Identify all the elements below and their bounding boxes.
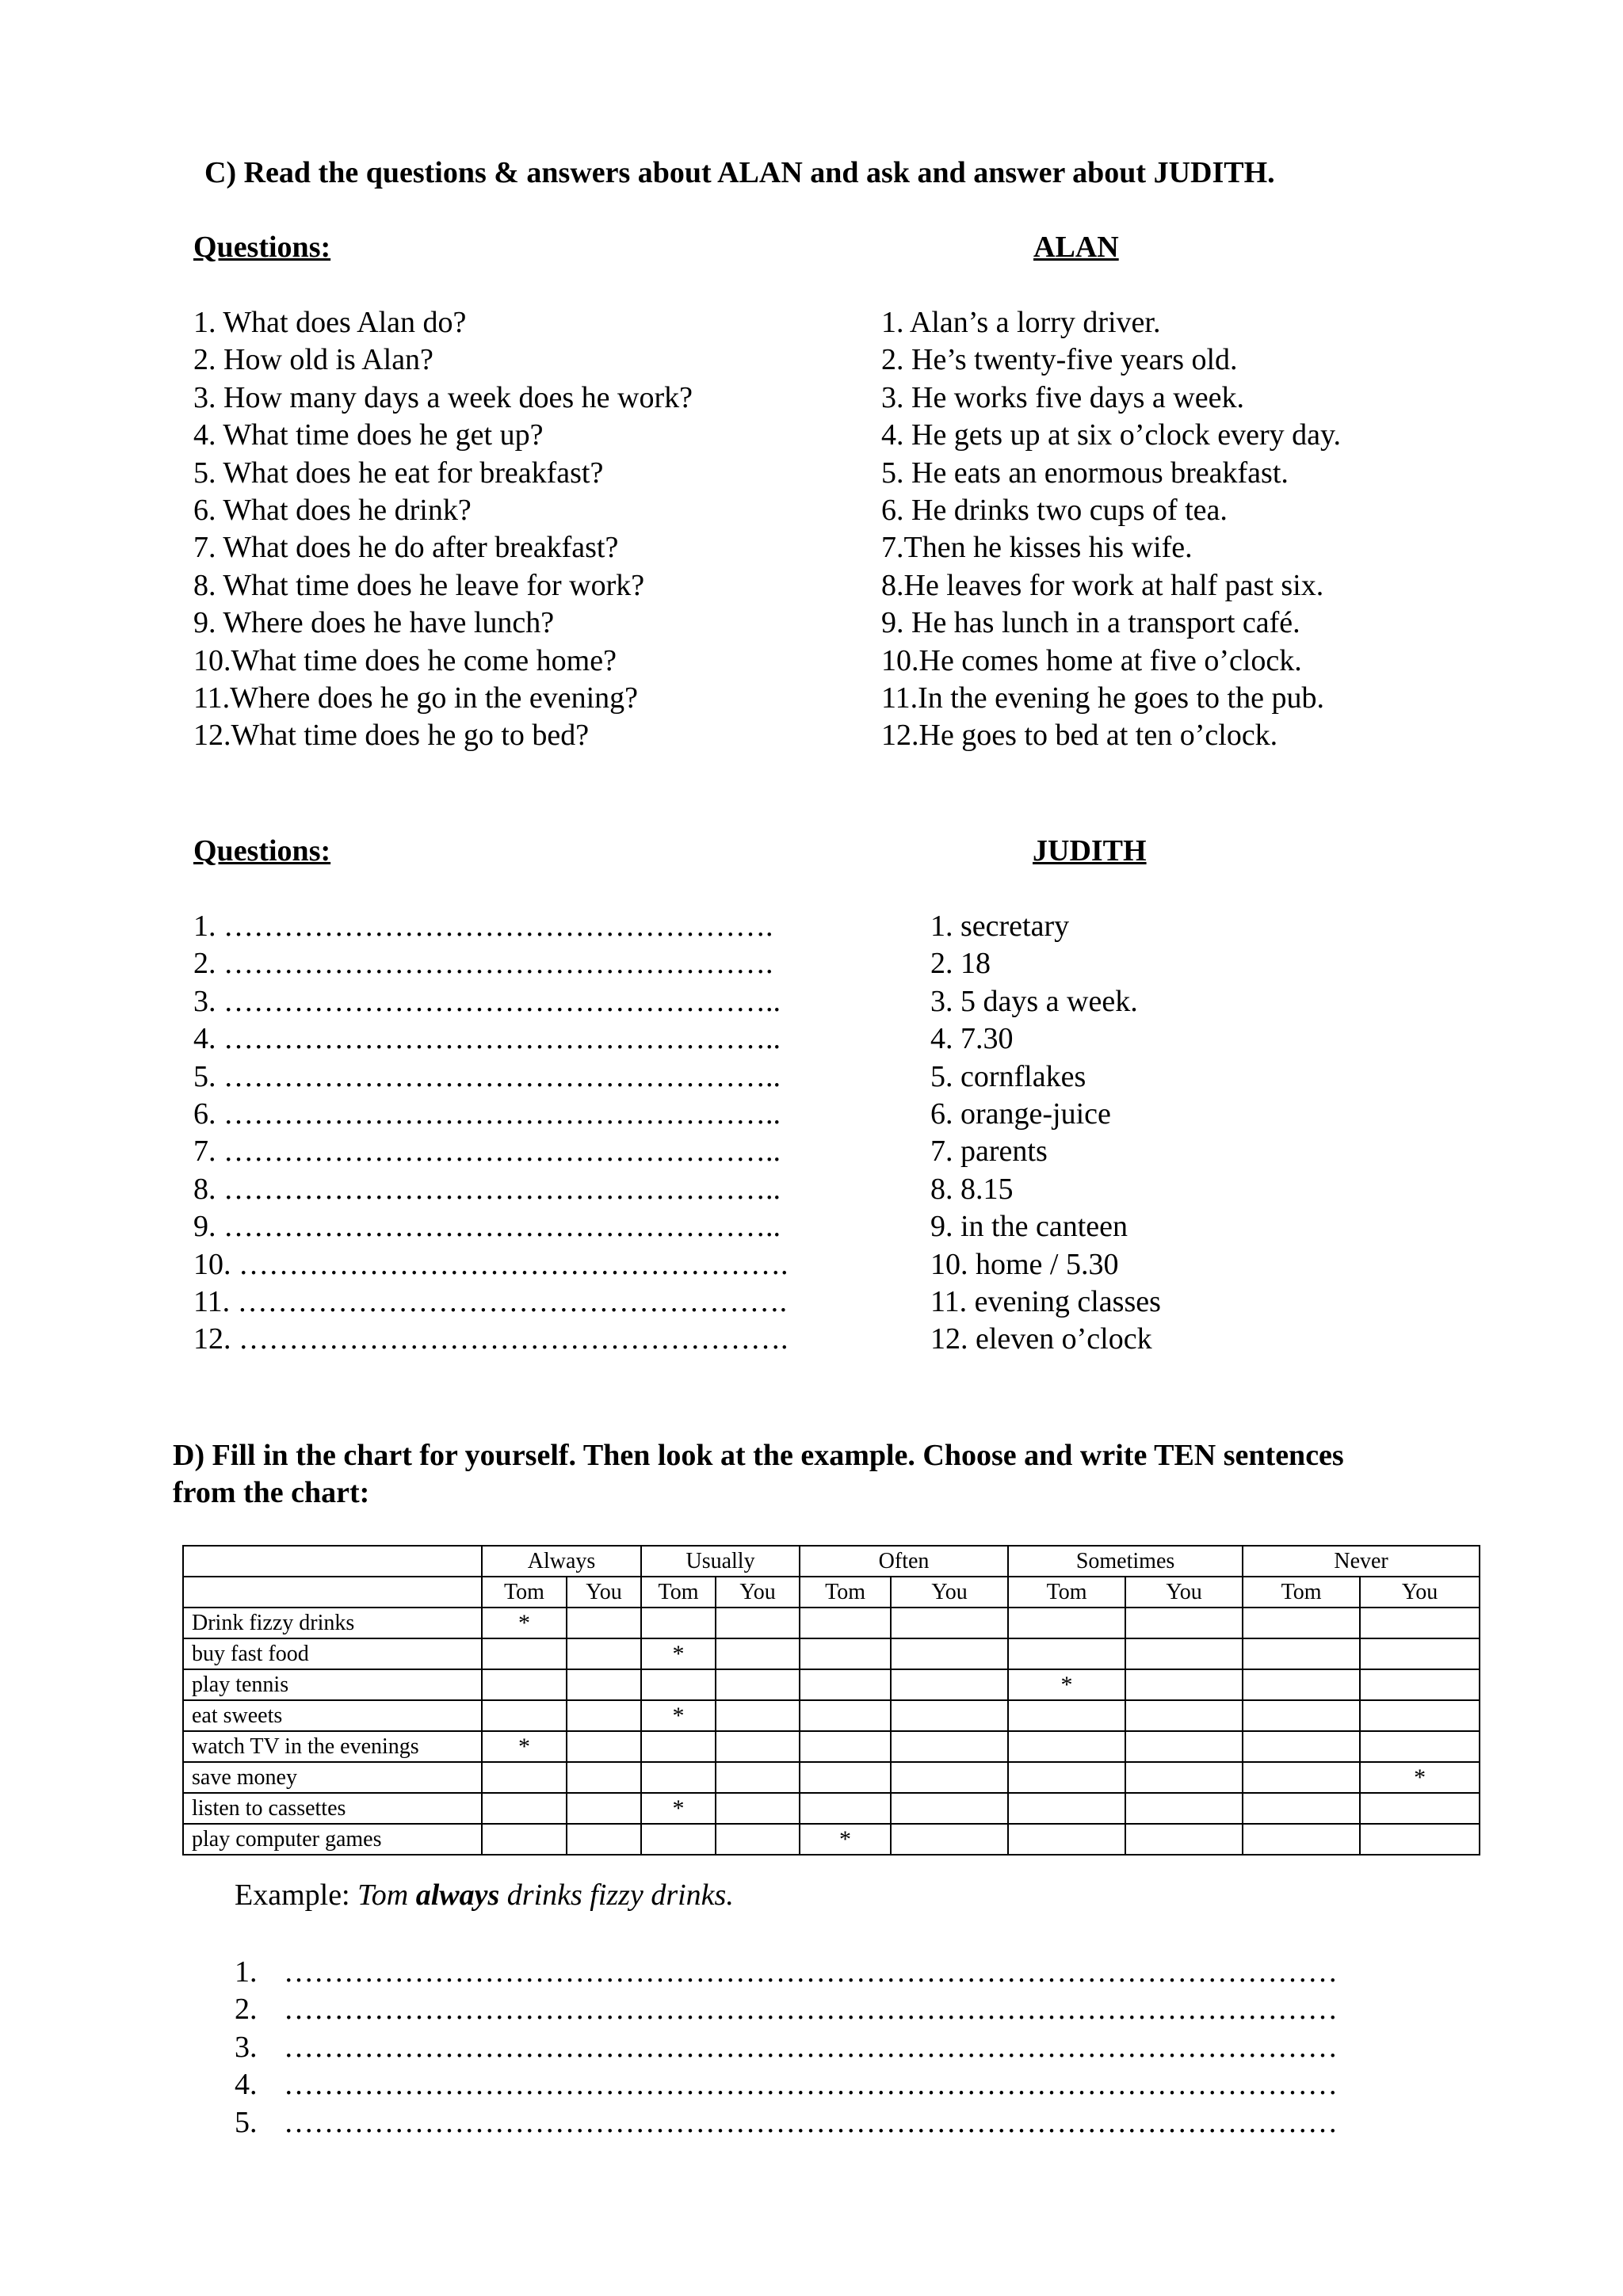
blank-question-line: 11. ………………………………………………. <box>193 1285 788 1319</box>
chart-empty-cell <box>1243 1608 1360 1638</box>
answer-line-dots: …………………………………………………………………………………………… <box>284 1955 1338 1989</box>
chart-empty-cell <box>482 1824 567 1855</box>
chart-activity-label: listen to cassettes <box>183 1793 482 1824</box>
chart-empty-cell <box>800 1638 891 1669</box>
chart-empty-cell <box>1243 1731 1360 1762</box>
answer-line-dots: …………………………………………………………………………………………… <box>284 1993 1338 2027</box>
chart-empty-cell <box>800 1700 891 1731</box>
chart-empty-cell[interactable] <box>716 1669 800 1700</box>
alan-answer: 9. He has lunch in a transport café. <box>881 606 1300 640</box>
alan-heading: ALAN <box>1033 231 1119 264</box>
chart-person-header: You <box>891 1577 1008 1608</box>
alan-questions-list <box>193 304 693 755</box>
chart-empty-cell <box>1243 1638 1360 1669</box>
chart-empty-cell[interactable] <box>716 1731 800 1762</box>
judith-answer: 11. evening classes <box>930 1285 1161 1319</box>
chart-empty-cell[interactable] <box>716 1762 800 1793</box>
chart-empty-cell[interactable] <box>891 1700 1008 1731</box>
alan-question: 11.Where does he go in the evening? <box>193 681 639 715</box>
answer-lines <box>235 1954 1338 2142</box>
answer-line-dots: …………………………………………………………………………………………… <box>284 2030 1338 2064</box>
alan-answer: 2. He’s twenty-five years old. <box>881 343 1238 377</box>
alan-question: 12.What time does he go to bed? <box>193 719 590 753</box>
chart-corner-cell <box>183 1577 482 1608</box>
answer-line-number: 1. <box>235 1955 258 1989</box>
chart-frequency-header: Sometimes <box>1008 1546 1243 1577</box>
alan-answer: 3. He works five days a week. <box>881 380 1244 414</box>
chart-row <box>183 1638 1480 1669</box>
blank-question-line: 6. ……………………………………………….. <box>193 1097 781 1131</box>
chart-empty-cell <box>800 1608 891 1638</box>
chart-person-header: You <box>1360 1577 1480 1608</box>
answer-line[interactable] <box>235 2066 1338 2103</box>
chart-empty-cell[interactable] <box>567 1824 641 1855</box>
judith-answer: 12. eleven o’clock <box>930 1322 1152 1356</box>
chart-mark-cell: * <box>482 1608 567 1638</box>
chart-empty-cell <box>1243 1762 1360 1793</box>
blank-question-line: 8. ……………………………………………….. <box>193 1172 781 1206</box>
chart-empty-cell <box>800 1762 891 1793</box>
chart-row <box>183 1608 1480 1638</box>
judith-answer: 8. 8.15 <box>930 1172 1014 1206</box>
chart-empty-cell <box>800 1669 891 1700</box>
chart-empty-cell <box>1243 1793 1360 1824</box>
chart-empty-cell[interactable] <box>1360 1669 1480 1700</box>
chart-empty-cell <box>482 1762 567 1793</box>
chart-person-header: You <box>567 1577 641 1608</box>
blank-question-line: 5. ……………………………………………….. <box>193 1059 781 1093</box>
blank-question-line: 4. ……………………………………………….. <box>193 1022 781 1056</box>
chart-empty-cell <box>641 1762 716 1793</box>
answer-line[interactable] <box>235 2104 1338 2142</box>
chart-mark-cell: * <box>1008 1669 1125 1700</box>
answer-line[interactable] <box>235 1991 1338 2028</box>
chart-empty-cell[interactable] <box>716 1793 800 1824</box>
chart-mark-cell: * <box>800 1824 891 1855</box>
chart-empty-cell <box>1243 1700 1360 1731</box>
chart-empty-cell <box>641 1824 716 1855</box>
example-adverb: always <box>415 1878 500 1912</box>
answer-line-number: 3. <box>235 2030 258 2064</box>
chart-person-header: Tom <box>641 1577 716 1608</box>
chart-empty-cell <box>1008 1638 1125 1669</box>
alan-question: 9. Where does he have lunch? <box>193 606 555 640</box>
chart-empty-cell[interactable] <box>567 1669 641 1700</box>
chart-empty-cell[interactable] <box>1125 1608 1243 1638</box>
chart-empty-cell[interactable] <box>716 1700 800 1731</box>
chart-activity-label: Drink fizzy drinks <box>183 1608 482 1638</box>
chart-empty-cell[interactable] <box>1125 1700 1243 1731</box>
alan-question: 3. How many days a week does he work? <box>193 380 693 414</box>
chart-empty-cell <box>641 1669 716 1700</box>
judith-answers-list <box>930 908 1161 1359</box>
chart-empty-cell <box>641 1731 716 1762</box>
chart-empty-cell[interactable] <box>1125 1793 1243 1824</box>
alan-question: 8. What time does he leave for work? <box>193 568 645 602</box>
blank-question-line: 12. ………………………………………………. <box>193 1322 789 1356</box>
chart-person-header: Tom <box>1008 1577 1125 1608</box>
chart-empty-cell <box>800 1793 891 1824</box>
chart-row <box>183 1824 1480 1855</box>
chart-activity-label: play computer games <box>183 1824 482 1855</box>
judith-heading: JUDITH <box>1033 834 1147 868</box>
alan-answers-list <box>881 304 1341 755</box>
answer-line-number: 4. <box>235 2068 258 2102</box>
chart-empty-cell <box>800 1731 891 1762</box>
chart-empty-cell[interactable] <box>716 1638 800 1669</box>
alan-question: 2. How old is Alan? <box>193 343 433 377</box>
example-prefix: Example: <box>235 1878 358 1912</box>
chart-empty-cell[interactable] <box>567 1793 641 1824</box>
chart-empty-cell[interactable] <box>1360 1793 1480 1824</box>
alan-answer: 12.He goes to bed at ten o’clock. <box>881 719 1278 753</box>
chart-person-header: Tom <box>1243 1577 1360 1608</box>
questions-heading: Questions: <box>193 231 331 264</box>
chart-empty-cell[interactable] <box>891 1824 1008 1855</box>
chart-person-header: Tom <box>482 1577 567 1608</box>
chart-empty-cell[interactable] <box>1125 1762 1243 1793</box>
blank-question-line: 9. ……………………………………………….. <box>193 1210 781 1244</box>
alan-question: 4. What time does he get up? <box>193 418 544 452</box>
judith-answer: 3. 5 days a week. <box>930 984 1138 1018</box>
alan-question: 10.What time does he come home? <box>193 643 617 677</box>
chart-frequency-header: Always <box>482 1546 641 1577</box>
chart-empty-cell[interactable] <box>1360 1700 1480 1731</box>
example-subject: Tom <box>357 1878 416 1912</box>
chart-empty-cell[interactable] <box>891 1638 1008 1669</box>
chart-activity-label: play tennis <box>183 1669 482 1700</box>
chart-empty-cell[interactable] <box>716 1608 800 1638</box>
chart-empty-cell[interactable] <box>567 1608 641 1638</box>
chart-row <box>183 1731 1480 1762</box>
chart-row <box>183 1793 1480 1824</box>
chart-frequency-header: Often <box>800 1546 1008 1577</box>
blank-question-line: 10. ………………………………………………. <box>193 1247 789 1281</box>
chart-empty-cell <box>482 1638 567 1669</box>
alan-answer: 7.Then he kisses his wife. <box>881 531 1193 565</box>
chart-empty-cell <box>1243 1824 1360 1855</box>
chart-empty-cell[interactable] <box>891 1793 1008 1824</box>
chart-empty-cell[interactable] <box>891 1669 1008 1700</box>
chart-empty-cell[interactable] <box>1360 1731 1480 1762</box>
chart-empty-cell[interactable] <box>1360 1608 1480 1638</box>
blank-question-line: 1. ………………………………………………. <box>193 910 773 943</box>
chart-activity-label: buy fast food <box>183 1638 482 1669</box>
alan-answer: 4. He gets up at six o’clock every day. <box>881 418 1342 452</box>
alan-question: 7. What does he do after breakfast? <box>193 531 619 565</box>
answer-line-dots: …………………………………………………………………………………………… <box>284 2105 1338 2139</box>
alan-answer: 10.He comes home at five o’clock. <box>881 643 1302 677</box>
chart-empty-cell[interactable] <box>891 1762 1008 1793</box>
answer-line-dots: …………………………………………………………………………………………… <box>284 2068 1338 2102</box>
example-rest: drinks fizzy drinks. <box>499 1878 734 1912</box>
chart-row <box>183 1669 1480 1700</box>
chart-empty-cell[interactable] <box>1360 1638 1480 1669</box>
alan-answer: 5. He eats an enormous breakfast. <box>881 456 1289 490</box>
chart-empty-cell[interactable] <box>1125 1824 1243 1855</box>
chart-empty-cell <box>1008 1700 1125 1731</box>
answer-line-number: 5. <box>235 2105 258 2139</box>
blank-question-line: 3. ……………………………………………….. <box>193 984 781 1018</box>
answer-line[interactable] <box>235 1954 1338 1991</box>
chart-activity-label: eat sweets <box>183 1700 482 1731</box>
chart-empty-cell <box>1243 1669 1360 1700</box>
chart-empty-cell[interactable] <box>567 1638 641 1669</box>
answer-line[interactable] <box>235 2029 1338 2066</box>
chart-mark-cell: * <box>482 1731 567 1762</box>
chart-mark-cell[interactable]: * <box>1360 1762 1480 1793</box>
chart-empty-cell[interactable] <box>567 1700 641 1731</box>
answer-line-number: 2. <box>235 1993 258 2027</box>
judith-questions-list <box>193 908 789 1359</box>
chart-person-header: You <box>716 1577 800 1608</box>
chart-empty-cell[interactable] <box>567 1731 641 1762</box>
chart-person-header: Tom <box>800 1577 891 1608</box>
chart-frequency-header: Usually <box>641 1546 800 1577</box>
chart-empty-cell[interactable] <box>1125 1638 1243 1669</box>
chart-mark-cell: * <box>641 1638 716 1669</box>
chart-person-header: You <box>1125 1577 1243 1608</box>
judith-answer: 4. 7.30 <box>930 1022 1014 1056</box>
chart-row <box>183 1762 1480 1793</box>
chart-row <box>183 1700 1480 1731</box>
judith-answer: 1. secretary <box>930 910 1070 943</box>
chart-empty-cell <box>1008 1608 1125 1638</box>
chart-mark-cell: * <box>641 1700 716 1731</box>
chart-empty-cell <box>482 1669 567 1700</box>
chart-empty-cell <box>1008 1762 1125 1793</box>
chart-empty-cell[interactable] <box>1125 1669 1243 1700</box>
chart-empty-cell[interactable] <box>567 1762 641 1793</box>
chart-empty-cell <box>1008 1793 1125 1824</box>
alan-answer: 1. Alan’s a lorry driver. <box>881 306 1161 339</box>
judith-answer: 5. cornflakes <box>930 1059 1086 1093</box>
questions-heading-2: Questions: <box>193 834 331 868</box>
chart-empty-cell[interactable] <box>1360 1824 1480 1855</box>
chart-empty-cell[interactable] <box>716 1824 800 1855</box>
alan-question: 1. What does Alan do? <box>193 306 467 339</box>
chart-empty-cell <box>482 1700 567 1731</box>
section-c-title: C) Read the questions & answers about ALAN and ask and answer about JUDITH. <box>204 156 1275 189</box>
chart-empty-cell[interactable] <box>891 1731 1008 1762</box>
judith-answer: 9. in the canteen <box>930 1210 1128 1244</box>
alan-question: 5. What does he eat for breakfast? <box>193 456 604 490</box>
section-d-title-line2: from the chart: <box>173 1476 370 1509</box>
alan-answer: 11.In the evening he goes to the pub. <box>881 681 1324 715</box>
example-sentence <box>235 1878 734 1913</box>
chart-empty-cell <box>1008 1824 1125 1855</box>
blank-question-line: 7. ……………………………………………….. <box>193 1135 781 1169</box>
chart-activity-label: save money <box>183 1762 482 1793</box>
blank-question-line: 2. ………………………………………………. <box>193 947 773 981</box>
chart-empty-cell[interactable] <box>1125 1731 1243 1762</box>
alan-question: 6. What does he drink? <box>193 494 472 528</box>
chart-empty-cell <box>1008 1731 1125 1762</box>
chart-frequency-header: Never <box>1243 1546 1480 1577</box>
alan-answer: 8.He leaves for work at half past six. <box>881 568 1324 602</box>
chart-empty-cell <box>641 1608 716 1638</box>
section-d-title-line1: D) Fill in the chart for yourself. Then look at the example. Choose and write TEN sentences <box>173 1439 1344 1472</box>
chart-activity-label: watch TV in the evenings <box>183 1731 482 1762</box>
judith-answer: 7. parents <box>930 1135 1048 1169</box>
chart-mark-cell: * <box>641 1793 716 1824</box>
alan-answer: 6. He drinks two cups of tea. <box>881 494 1228 528</box>
judith-answer: 6. orange-juice <box>930 1097 1111 1131</box>
judith-answer: 10. home / 5.30 <box>930 1247 1119 1281</box>
judith-answer: 2. 18 <box>930 947 991 981</box>
chart-empty-cell <box>482 1793 567 1824</box>
chart-empty-cell[interactable] <box>891 1608 1008 1638</box>
frequency-chart <box>182 1545 1480 1855</box>
chart-corner-cell <box>183 1546 482 1577</box>
